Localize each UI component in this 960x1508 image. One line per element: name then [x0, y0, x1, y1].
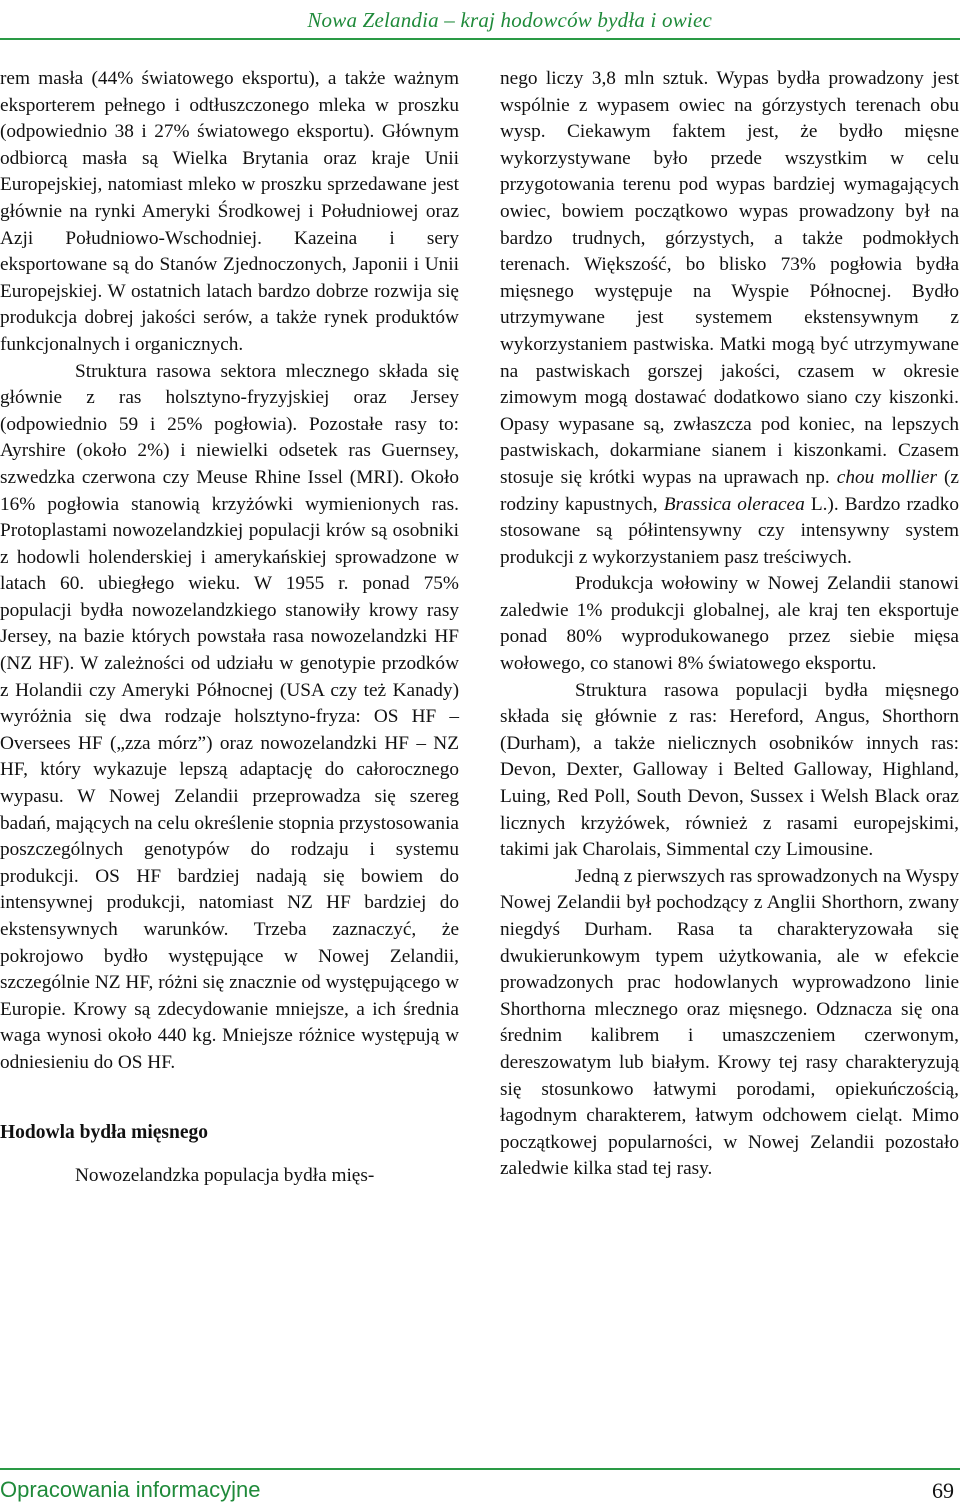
- right-paragraph-2: Produkcja wołowiny w Nowej Zelandii stanowi zaledwie 1% produkcji globalnej, ale kraj ten eksportuje ponad 80% wyprodukowanego przez siebie mięsa wołowego, co stanowi 8% światowego eksportu.: [500, 573, 959, 675]
- page-header: [0, 0, 960, 40]
- right-paragraph-1: [500, 66, 959, 571]
- header-rule: [0, 38, 960, 40]
- right-paragraph-4: Jedną z pierwszych ras sprowadzonych na Wyspy Nowej Zelandii był pochodzący z Anglii Shorthorn, zwany niegdyś Durham. Rasa ta charakteryzowała się dwukierunkowym typem użytkowania, ale w efekcie prowadzonych prac hodowlanych wyprowadzono linie Shorthorna mlecznego oraz mięsnego. Odznacza się ona średnim kalibrem i umaszczeniem czerwonym, dereszowatym lub białym. Krowy tej rasy charakteryzują się stosunkowo łatwymi porodami, opiekuńczością, łagodnym charakterem, łatwym odchowem cieląt. Mimo początkowej popularności, w Nowej Zelandii pozostało zaledwie kilka stad tej rasy.: [500, 865, 959, 1180]
- right-paragraph-3: Struktura rasowa populacji bydła mięsnego składa się głównie z ras: Hereford, Angus, Shorthorn (Durham), a także nielicznych osobników innych ras: Devon, Dexter, Galloway i Belted Galloway, Highland, Luing, Red Poll, South Devon, Sussex i Welsh Black oraz licznych krzyżówek, również z rasami europejskimi, takimi jak Charolais, Simmental czy Limousine.: [500, 679, 959, 861]
- page-footer: [0, 1468, 960, 1508]
- footer-label: Opracowania informacyjne: [0, 1477, 261, 1502]
- left-paragraph-3: Nowozelandzka populacja bydła mięs-: [75, 1165, 375, 1187]
- section-heading: Hodowla bydła mięsnego: [0, 1121, 209, 1143]
- italic-term-brassica: Brassica oleracea: [663, 493, 805, 515]
- running-title: Nowa Zelandia – kraj hodowców bydła i owiec: [307, 8, 712, 32]
- right-paragraph-1-text-a: nego liczy 3,8 mln sztuk. Wypas bydła prowadzony jest wspólnie z wypasem owiec na górzystych terenach obu wysp. Ciekawym faktem jest, że bydło mięsne wykorzystywane było przede wszystkim w celu przygotowania terenu pod wypas bardziej wymagających owiec, bowiem początkowo wypas prowadzony był na bardzo trudnych, górzystych, a także podmokłych terenach. Większość, bo blisko 73% pogłowia bydła mięsnego występuje na Wyspie Północnej. Bydło utrzymywane jest systemem ekstensywnym z wykorzystaniem pastwiska. Matki mogą być utrzymywane na pastwiskach gorszej jakości, czasem w okresie zimowym mogą dostawać dodatkowo siano czy kiszonki. Opasy wypasane są, zwłaszcza pod koniec, na lepszych pastwiskach, dokarmiane sianem i kiszonkami. Czasem stosuje się krótki wypas na uprawach np.: [500, 68, 959, 488]
- right-column: [500, 66, 959, 1183]
- left-paragraph-1: rem masła (44% światowego eksportu), a także ważnym eksporterem pełnego i odtłuszczonego mleka w proszku (odpowiednio 38 i 27% światowego eksportu). Głównym odbiorcą masła są Wielka Brytania oraz kraje Unii Europejskiej, natomiast mleko w proszku sprzedawane jest głównie na rynki Ameryki Środkowej i Południowej oraz Azji Południowo-Wschodniej. Kazeina i sery eksportowane są do Stanów Zjednoczonych, Japonii i Unii Europejskiej. W ostatnich latach bardzo dobrze rozwija się produkcja dobrej jakości serów, a także rynek produktów funkcjonalnych i organicznych.: [0, 68, 459, 355]
- left-column: [0, 66, 459, 1190]
- italic-term-chou-mollier: chou mollier: [836, 466, 937, 488]
- page-number: 69: [932, 1478, 954, 1503]
- footer-rule: [0, 1468, 960, 1470]
- right-paragraph-1-text-b: (z rodziny kapustnych,: [500, 466, 959, 515]
- right-paragraph-1-text-c: L.). Bardzo rzadko stosowane są półintensywny czy intensywny system produkcji z wykorzystaniem pasz treściwych.: [500, 493, 959, 568]
- left-paragraph-2: Struktura rasowa sektora mlecznego składa się głównie z ras holsztyno-fryzyjskiej oraz Jersey (odpowiednio 59 i 25% pogłowia). Pozostałe rasy to: Ayrshire (około 2%) i niewielki odsetek ras Guernsey, szwedzka czerwona czy Meuse Rhine Issel (MRI). Około 16% pogłowia stanowią krzyżówki wymienionych ras. Protoplastami nowozelandzkiej populacji krów są osobniki z hodowli holenderskiej i amerykańskiej sprowadzone w latach 60. ubiegłego wieku. W 1955 r. ponad 75% populacji bydła nowozelandzkiego stanowiły krowy rasy Jersey, na bazie których powstała rasa nowozelandzki HF (NZ HF). W zależności od udziału w genotypie przodków z Holandii czy Ameryki Północnej (USA czy też Kanady) wyróżnia się dwa rodzaje holsztyno-fryza: OS HF – Oversees HF („zza mórz”) oraz nowozelandzki HF – NZ HF, który wykazuje lepszą adaptację do całorocznego wypasu. W Nowej Zelandii przeprowadza się szereg badań, mających na celu określenie stopnia przystosowania poszczególnych genotypów do rodzaju i systemu produkcji. OS HF bardziej nadają się bowiem do intensywnej produkcji, natomiast NZ HF bardziej do ekstensywnych warunków. Trzeba zaznaczyć, że pokrojowo bydło występujące w Nowej Zelandii, szczególnie NZ HF, różni się znacznie od występującego w Europie. Krowy są zdecydowanie mniejsze, a ich średnia waga wynosi około 440 kg. Mniejsze różnice występują w odniesieniu do OS HF.: [0, 360, 459, 1073]
